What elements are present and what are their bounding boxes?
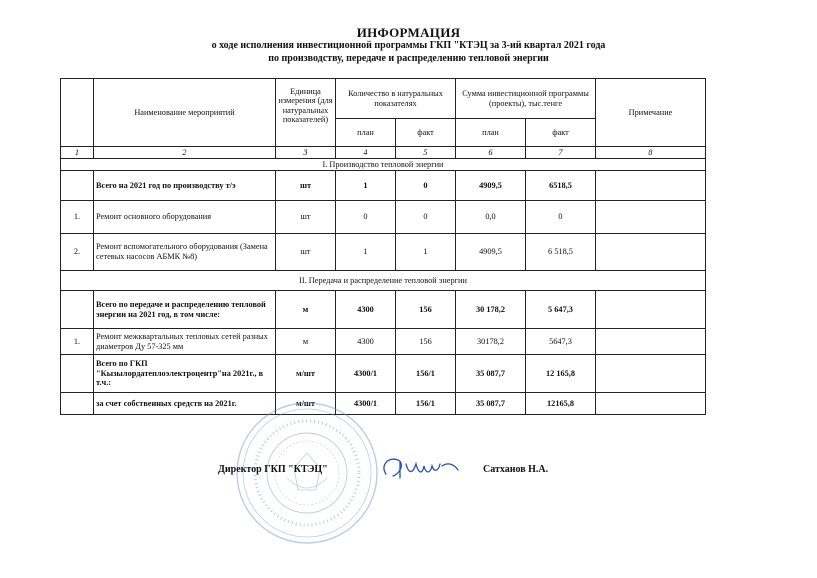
row-qty-fact: 0	[396, 171, 456, 201]
row-num	[61, 291, 94, 329]
row-sum-plan: 35 087,7	[456, 393, 526, 415]
row-sum-plan: 4909,5	[456, 171, 526, 201]
document-subtitle-1: о ходе исполнения инвестиционной программы ГКП "КТЭЦ за 3-ий квартал 2021 года	[211, 40, 606, 51]
row-num: 2.	[61, 234, 94, 271]
row-sum-fact: 12 165,8	[526, 355, 596, 393]
row-name: Ремонт межквартальных тепловых сетей разных диаметров Ду 57-325 мм	[94, 329, 276, 355]
row-name: Всего по ГКП "Кызылордатеплоэлектроцентр"на 2021г., в т.ч.:	[94, 355, 276, 393]
section-1-title: I. Производство тепловой энергии	[61, 159, 706, 171]
director-label: Директор ГКП "КТЭЦ"	[218, 464, 328, 475]
header-qty: Количество в натуральных показателях	[336, 79, 456, 119]
director-name: Сатханов Н.А.	[483, 464, 549, 475]
section-2-row	[61, 271, 706, 291]
col-number-5: 5	[396, 147, 456, 159]
header-sum: Сумма инвестиционной программы (проекты), тыс.тенге	[456, 79, 596, 119]
qty-plan-header: план	[336, 119, 396, 147]
col-number-6: 6	[456, 147, 526, 159]
row-note	[596, 329, 706, 355]
row-unit: м/шт	[276, 393, 336, 415]
row-qty-plan: 4300	[336, 329, 396, 355]
col-number-8: 8	[596, 147, 706, 159]
section-1-total-row	[61, 171, 706, 201]
row-sum-plan: 4909,5	[456, 234, 526, 271]
row-qty-fact: 156/1	[396, 355, 456, 393]
row-note	[596, 201, 706, 234]
row-qty-fact: 156/1	[396, 393, 456, 415]
row-qty-plan: 0	[336, 201, 396, 234]
header-unit	[276, 79, 336, 147]
row-name: Всего на 2021 год по производству т/э	[94, 171, 276, 201]
document-title: ИНФОРМАЦИЯ	[356, 25, 461, 40]
qty-fact-header: факт	[396, 119, 456, 147]
column-number-row	[61, 147, 706, 159]
row-qty-plan: 4300	[336, 291, 396, 329]
row-qty-plan: 4300/1	[336, 393, 396, 415]
row-num: 1.	[61, 201, 94, 234]
row-sum-fact: 5647,3	[526, 329, 596, 355]
header-num-cell	[61, 79, 94, 147]
row-qty-fact: 1	[396, 234, 456, 271]
section-2-title: II. Передача и распределение тепловой энергии	[61, 271, 706, 291]
grand-total-row	[61, 355, 706, 393]
table-row	[61, 329, 706, 355]
own-funds-row	[61, 393, 706, 415]
sum-fact-header: факт	[526, 119, 596, 147]
row-qty-fact: 0	[396, 201, 456, 234]
investment-table	[60, 78, 706, 415]
col-number-7: 7	[526, 147, 596, 159]
row-sum-fact: 6518,5	[526, 171, 596, 201]
row-unit: м/шт	[276, 355, 336, 393]
col-number-3: 3	[276, 147, 336, 159]
row-unit: шт	[276, 234, 336, 271]
header-unit-text: Единица измерения (для натуральных показателей)	[278, 86, 333, 125]
row-num	[61, 393, 94, 415]
row-unit: м	[276, 291, 336, 329]
row-sum-fact: 0	[526, 201, 596, 234]
col-number-1: 1	[61, 147, 94, 159]
row-qty-plan: 1	[336, 171, 396, 201]
row-num	[61, 355, 94, 393]
row-qty-plan: 4300/1	[336, 355, 396, 393]
section-2-total-row	[61, 291, 706, 329]
table-row	[61, 234, 706, 271]
row-sum-fact: 12165,8	[526, 393, 596, 415]
row-note	[596, 171, 706, 201]
table-row	[61, 201, 706, 234]
row-unit: шт	[276, 171, 336, 201]
row-note	[596, 355, 706, 393]
row-unit: шт	[276, 201, 336, 234]
row-sum-plan: 30 178,2	[456, 291, 526, 329]
row-sum-fact: 5 647,3	[526, 291, 596, 329]
header-name: Наименование мероприятий	[94, 79, 276, 147]
row-sum-plan: 0,0	[456, 201, 526, 234]
col-number-4: 4	[336, 147, 396, 159]
row-name: за счет собственных средств на 2021г.	[94, 393, 276, 415]
row-sum-plan: 35 087,7	[456, 355, 526, 393]
col-number-2: 2	[94, 147, 276, 159]
header-row	[61, 79, 706, 119]
signature	[378, 452, 468, 484]
row-note	[596, 393, 706, 415]
row-qty-fact: 156	[396, 291, 456, 329]
row-sum-plan: 30178,2	[456, 329, 526, 355]
row-name: Всего по передаче и распределению тепловой энергии на 2021 год, в том числе:	[94, 291, 276, 329]
row-qty-fact: 156	[396, 329, 456, 355]
row-name: Ремонт основного оборудования	[94, 201, 276, 234]
row-name: Ремонт вспомогательного оборудования (Замена сетевых насосов АБМК №8)	[94, 234, 276, 271]
document-subtitle-2: по производству, передаче и распределению тепловой энергии	[268, 53, 549, 64]
sum-plan-header: план	[456, 119, 526, 147]
row-sum-fact: 6 518,5	[526, 234, 596, 271]
row-note	[596, 234, 706, 271]
row-qty-plan: 1	[336, 234, 396, 271]
row-unit: м	[276, 329, 336, 355]
row-note	[596, 291, 706, 329]
header-note: Примечание	[596, 79, 706, 147]
row-num	[61, 171, 94, 201]
section-1-row	[61, 159, 706, 171]
row-num: 1.	[61, 329, 94, 355]
